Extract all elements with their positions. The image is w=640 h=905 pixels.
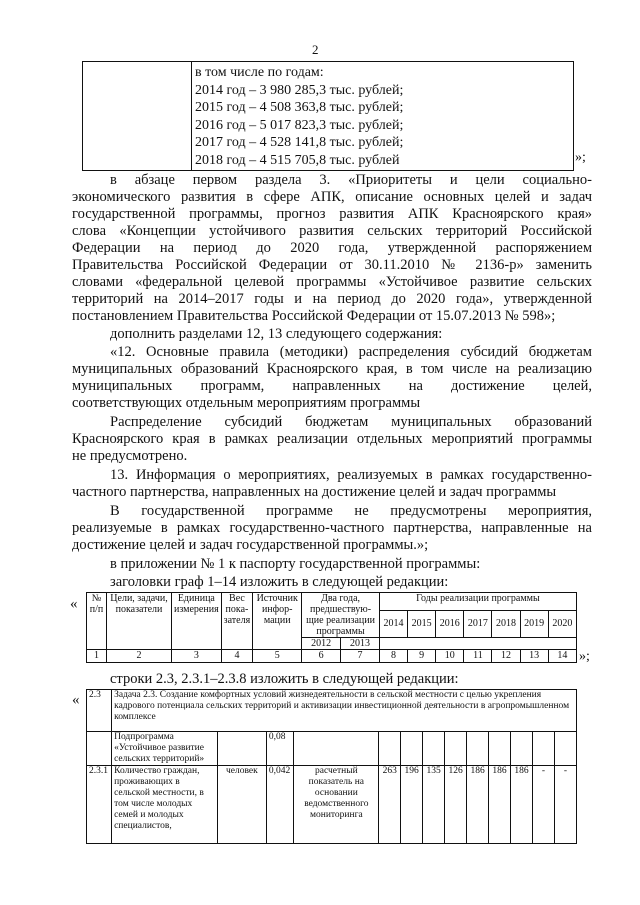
paragraph-line: экономического развития в сфере АПК, описание основных целей и задач [72,189,592,205]
col-number: 4 [221,650,253,663]
top-table [82,61,574,171]
header-table [86,592,577,663]
row-source: расчетный показатель на основании ведомственного мониторинга [294,766,379,844]
col-number: 7 [341,650,380,663]
paragraph-line: Распределение субсидий бюджетам муниципальных образований [110,414,592,430]
value-cell: 186 [489,766,511,844]
paragraph-line: дополнить разделами 12, 13 следующего содержания: [110,326,443,342]
col-number: 12 [492,650,520,663]
col-number: 13 [520,650,548,663]
year-cell: 2018 [492,610,520,637]
paragraph-line: государственной программы, прогноз развития АПК Красноярского края» [72,206,592,222]
year-cell: 2019 [520,610,548,637]
paragraph-line: муниципальных программ, направленных на достижение целей, [72,378,592,394]
paragraph-line: словами «федеральной целевой программы «Устойчивое развитие сельских [72,274,592,290]
col-source-header: Источник инфор-мации [253,593,302,650]
col-goals-header: Цели, задачи, показатели [107,593,172,650]
value-cell: 196 [401,766,423,844]
col-num-header: № п/п [87,593,107,650]
col-number: 3 [172,650,222,663]
paragraph-line: в абзаце первом раздела 3. «Приоритеты и цели социально- [110,172,592,188]
value-cell: 186 [467,766,489,844]
paragraph-line: территорий на 2014–2017 годы и на период до 2020 года», утвержденной [72,291,592,307]
open-quote: « [70,596,78,612]
paragraph-line: частного партнерства, направленных на достижение целей и задач программы [72,484,557,500]
value-cell: - [554,766,576,844]
paragraph-line: реализуемые в рамках государственно-частного партнерства, направленные на [72,520,592,536]
paragraph-line: соответствующих отдельным мероприятиям программы [72,395,421,411]
task-text: Задача 2.3. Создание комфортных условий жизнедеятельности в сельской местности с целью укрепления кадрового потенциала сельских территорий и активизации инвестиционной деятельности в агропромышленном комплексе [112,690,577,732]
col-number: 8 [379,650,407,663]
years-header: Годы реализации программы [379,593,576,611]
closing-quote: »; [575,150,586,165]
paragraph-line: достижение целей и задач государственной программы.»; [72,537,429,553]
prev-year-cell: 2013 [341,638,380,650]
year-line: 2015 год – 4 508 363,8 тыс. рублей; [195,100,404,115]
paragraph-line: постановлением Правительства Российской Федерации от 15.07.2013 № 598»; [72,308,556,324]
paragraph-line: строки 2.3, 2.3.1–2.3.8 изложить в следующей редакции: [110,671,459,687]
year-line: 2017 год – 4 528 141,8 тыс. рублей; [195,135,404,150]
year-cell: 2014 [379,610,407,637]
value-cell: 263 [379,766,401,844]
subprogram-name: Подпрограмма «Устойчивое развитие сельских территорий» [112,732,218,766]
col-number: 10 [436,650,464,663]
col-number: 5 [253,650,302,663]
year-cell: 2020 [548,610,576,637]
col-weight-header: Вес пока-зателя [221,593,253,650]
close-quote: »; [579,649,590,664]
rows-table [86,689,577,844]
col-number: 11 [464,650,492,663]
col-prev-years-header: Два года, предшествую-щие реализации программы [302,593,380,638]
paragraph-line: не предусмотрено. [72,448,188,464]
value-cell: 126 [445,766,467,844]
paragraph-line: муниципальных образований Красноярского края, в том числе на реализацию [72,361,592,377]
page-number: 2 [312,42,319,57]
paragraph-line: Правительства Российской Федерации от 30.11.2010 № 2136-р» заменить [72,257,592,273]
year-cell: 2015 [408,610,436,637]
value-cell: 186 [511,766,533,844]
open-quote: « [72,692,80,708]
value-cell: - [533,766,555,844]
year-cell: 2016 [436,610,464,637]
year-line: в том числе по годам: [195,65,324,80]
paragraph-line: 13. Информация о мероприятиях, реализуемых в рамках государственно- [110,467,592,483]
value-cell: 135 [423,766,445,844]
col-number: 14 [548,650,576,663]
col-number: 9 [408,650,436,663]
subprogram-weight: 0,08 [266,732,294,766]
paragraph-line: В государственной программе не предусмотрены мероприятия, [110,503,592,519]
paragraph-line: Красноярского края в рамках реализации отдельных мероприятий программы [72,431,592,447]
row-text: Количество граждан, проживающих в сельской местности, в том числе молодых семей и молодых специалистов, [112,766,218,844]
row-weight: 0,042 [266,766,294,844]
row-unit: человек [217,766,266,844]
paragraph-line: «12. Основные правила (методики) распределения субсидий бюджетам [110,344,592,360]
prev-year-cell: 2012 [302,638,341,650]
col-unit-header: Единица измерения [172,593,222,650]
col-number: 1 [87,650,107,663]
year-cell: 2017 [464,610,492,637]
paragraph-line: Федерации на период до 2020 года, утвержденной распоряжением [72,240,592,256]
year-line: 2016 год – 5 017 823,3 тыс. рублей; [195,117,404,133]
paragraph-line: заголовки граф 1–14 изложить в следующей редакции: [110,574,449,590]
paragraph-line: слова «Концепции устойчивого развития сельских территорий Российской [72,223,592,239]
row-number: 2.3.1 [87,766,112,844]
paragraph-line: в приложении № 1 к паспорту государственной программы: [110,556,481,572]
col-number: 6 [302,650,341,663]
year-line: 2014 год – 3 980 285,3 тыс. рублей; [195,82,404,98]
task-number: 2.3 [87,690,112,732]
year-line: 2018 год – 4 515 705,8 тыс. рублей [195,152,400,168]
col-number: 2 [107,650,172,663]
